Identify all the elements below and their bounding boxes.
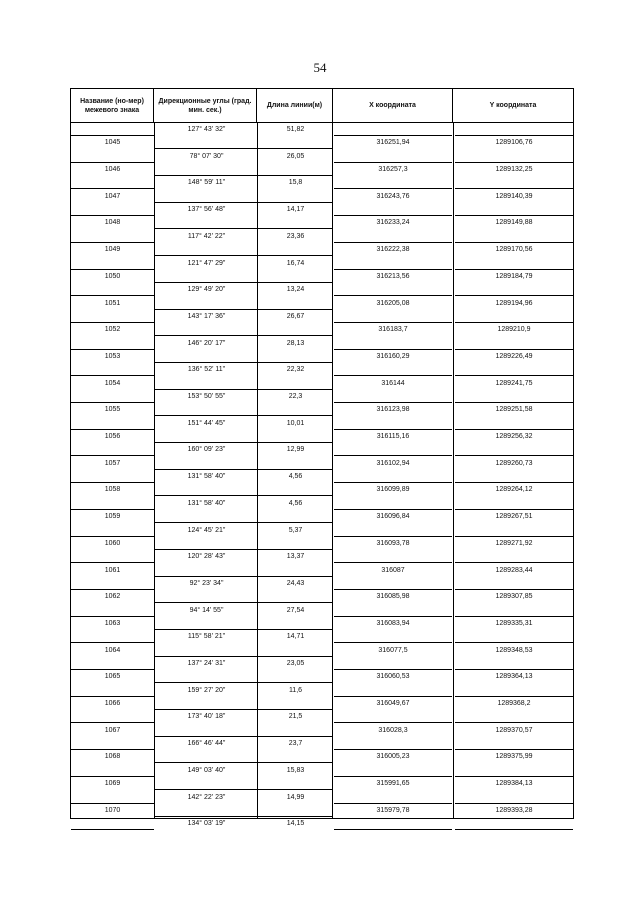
point-name-cell: 1052 bbox=[104, 326, 121, 334]
point-name-cell: 1060 bbox=[104, 539, 121, 547]
x-coordinate-cell: 316102,94 bbox=[376, 459, 410, 467]
point-row bbox=[71, 430, 573, 443]
point-name-cell: 1046 bbox=[104, 166, 121, 174]
directional-angle-cell: 94° 14' 55" bbox=[189, 606, 224, 614]
line-length-cell: 11,6 bbox=[288, 686, 303, 694]
segment-row bbox=[71, 550, 573, 563]
segment-row bbox=[71, 337, 573, 350]
directional-angle-cell: 131° 58' 40" bbox=[187, 499, 226, 507]
line-length-cell: 23,05 bbox=[286, 660, 305, 667]
line-length-cell: 4,56 bbox=[288, 499, 303, 507]
segment-row bbox=[71, 176, 573, 189]
point-name-cell: 1063 bbox=[104, 619, 121, 627]
segment-row bbox=[71, 443, 573, 456]
segment-row bbox=[71, 310, 573, 323]
header-line-length: Длина линии(м) bbox=[257, 89, 333, 122]
point-row bbox=[71, 670, 573, 683]
line-length-cell: 16,74 bbox=[286, 259, 305, 267]
segment-row bbox=[71, 524, 573, 537]
y-coordinate-cell: 1289348,53 bbox=[495, 646, 533, 654]
directional-angle-cell: 127° 43' 32" bbox=[187, 126, 226, 133]
directional-angle-cell: 137° 56' 48" bbox=[187, 206, 226, 214]
directional-angle-cell: 149° 03' 40" bbox=[187, 766, 226, 774]
line-length-cell: 26,05 bbox=[286, 152, 305, 160]
directional-angle-cell: 134° 03' 19" bbox=[187, 820, 226, 828]
x-coordinate-cell: 316087 bbox=[381, 566, 405, 574]
line-length-cell: 14,71 bbox=[286, 633, 305, 641]
point-name-cell: 1045 bbox=[104, 139, 121, 147]
point-name-cell: 1054 bbox=[104, 379, 121, 387]
segment-row bbox=[71, 390, 573, 403]
line-length-cell: 22,32 bbox=[286, 366, 305, 374]
point-row bbox=[71, 297, 573, 310]
line-length-cell: 15,83 bbox=[286, 766, 305, 774]
point-row bbox=[71, 590, 573, 603]
header-y-coordinate: Y координата bbox=[489, 102, 537, 109]
directional-angle-cell: 136° 52' 11" bbox=[187, 366, 226, 374]
y-coordinate-cell: 1289194,96 bbox=[495, 299, 533, 307]
point-row bbox=[71, 163, 573, 176]
segment-row bbox=[71, 283, 573, 296]
y-coordinate-cell: 1289271,92 bbox=[495, 539, 533, 547]
x-coordinate-cell: 316096,84 bbox=[376, 513, 410, 521]
directional-angle-cell: 129° 49' 20" bbox=[187, 286, 226, 294]
y-coordinate-cell: 1289384,13 bbox=[495, 780, 533, 788]
y-coordinate-cell: 1289307,85 bbox=[495, 593, 533, 601]
point-name-cell: 1047 bbox=[104, 192, 121, 200]
segment-row bbox=[71, 791, 573, 804]
directional-angle-cell: 143° 17' 36" bbox=[187, 312, 226, 320]
point-name-cell: 1053 bbox=[104, 352, 121, 360]
point-row bbox=[71, 136, 573, 149]
segment-row bbox=[71, 363, 573, 376]
y-coordinate-cell: 1289241,75 bbox=[495, 379, 533, 387]
table-header bbox=[71, 89, 573, 123]
y-coordinate-cell: 1289132,25 bbox=[495, 166, 533, 174]
point-row bbox=[71, 270, 573, 283]
line-length-cell: 26,67 bbox=[286, 312, 305, 320]
point-row bbox=[71, 750, 573, 763]
point-name-cell: 1051 bbox=[104, 299, 121, 307]
directional-angle-cell: 160° 09' 23" bbox=[187, 446, 226, 454]
point-name-cell: 1057 bbox=[104, 459, 121, 467]
x-coordinate-cell: 316083,94 bbox=[376, 619, 410, 627]
directional-angle-cell: 142° 22' 23" bbox=[187, 793, 226, 801]
y-coordinate-cell: 1289140,39 bbox=[495, 192, 533, 200]
point-row bbox=[71, 537, 573, 550]
directional-angle-cell: 153° 50' 55" bbox=[187, 393, 226, 400]
x-coordinate-cell: 316257,3 bbox=[378, 166, 408, 174]
directional-angle-cell: 151° 44' 45" bbox=[187, 419, 226, 427]
x-coordinate-cell: 316160,29 bbox=[376, 352, 410, 360]
y-coordinate-cell: 1289335,31 bbox=[495, 619, 533, 627]
line-length-cell: 27,54 bbox=[286, 606, 305, 614]
header-point-name: Название (но-мер) межевого знака bbox=[71, 89, 154, 122]
point-name-cell: 1048 bbox=[104, 219, 121, 227]
x-coordinate-cell: 316028,3 bbox=[378, 726, 408, 734]
segment-row bbox=[71, 710, 573, 723]
segment-row bbox=[71, 764, 573, 777]
point-row bbox=[71, 697, 573, 710]
cell-underline bbox=[71, 829, 154, 830]
point-row bbox=[71, 190, 573, 203]
directional-angle-cell: 117° 42' 22" bbox=[187, 232, 226, 240]
segment-row bbox=[71, 604, 573, 617]
point-name-cell: 1065 bbox=[104, 673, 121, 681]
point-name-cell: 1068 bbox=[104, 753, 121, 761]
line-length-cell: 28,13 bbox=[286, 339, 305, 347]
point-row bbox=[71, 804, 573, 817]
x-coordinate-cell: 316144 bbox=[381, 379, 405, 387]
y-coordinate-cell: 1289184,79 bbox=[495, 272, 533, 280]
directional-angle-cell: 148° 59' 11" bbox=[187, 179, 226, 187]
point-row bbox=[71, 457, 573, 470]
x-coordinate-cell: 316049,67 bbox=[376, 700, 410, 708]
segment-row bbox=[71, 123, 573, 136]
line-length-cell: 13,37 bbox=[286, 553, 305, 561]
point-name-cell: 1061 bbox=[104, 566, 121, 574]
y-coordinate-cell: 1289226,49 bbox=[495, 352, 533, 360]
line-length-cell: 22,3 bbox=[288, 393, 303, 400]
y-coordinate-cell: 1289370,57 bbox=[495, 726, 533, 734]
x-coordinate-cell: 316243,76 bbox=[376, 192, 410, 200]
x-coordinate-cell: 316093,78 bbox=[376, 539, 410, 547]
line-length-cell: 23,36 bbox=[286, 232, 305, 240]
point-row bbox=[71, 216, 573, 229]
y-coordinate-cell: 1289364,13 bbox=[495, 673, 533, 681]
directional-angle-cell: 121° 47' 29" bbox=[187, 259, 226, 267]
point-name-cell: 1049 bbox=[104, 246, 121, 254]
point-row bbox=[71, 564, 573, 577]
point-row bbox=[71, 644, 573, 657]
point-row bbox=[71, 724, 573, 737]
line-length-cell: 51,82 bbox=[286, 126, 305, 133]
line-length-cell: 24,43 bbox=[286, 579, 305, 587]
y-coordinate-cell: 1289210,9 bbox=[497, 326, 531, 334]
point-name-cell: 1067 bbox=[104, 726, 121, 734]
line-length-cell: 14,17 bbox=[286, 206, 305, 214]
y-coordinate-cell: 1289375,99 bbox=[495, 753, 533, 761]
x-coordinate-cell: 316205,08 bbox=[376, 299, 410, 307]
directional-angle-cell: 115° 58' 21" bbox=[187, 633, 226, 641]
page-number: 54 bbox=[313, 60, 327, 75]
header-x-coordinate: X координата bbox=[333, 89, 453, 122]
point-row bbox=[71, 777, 573, 790]
x-coordinate-cell: 315979,78 bbox=[376, 806, 410, 814]
point-row bbox=[71, 617, 573, 630]
x-coordinate-cell: 316077,5 bbox=[378, 646, 408, 654]
line-length-cell: 10,01 bbox=[286, 419, 305, 427]
segment-row bbox=[71, 630, 573, 643]
x-coordinate-cell: 316183,7 bbox=[378, 326, 408, 334]
y-coordinate-cell: 1289368,2 bbox=[497, 700, 531, 708]
directional-angle-cell: 131° 58' 40" bbox=[187, 473, 226, 481]
directional-angle-cell: 159° 27' 20" bbox=[187, 686, 226, 694]
x-coordinate-cell: 315991,65 bbox=[376, 780, 410, 788]
segment-row bbox=[71, 497, 573, 510]
y-coordinate-cell: 1289170,56 bbox=[495, 246, 533, 254]
line-length-cell: 5,37 bbox=[288, 526, 303, 534]
y-coordinate-cell: 1289251,58 bbox=[495, 406, 533, 414]
boundary-coordinates-table bbox=[70, 88, 574, 828]
x-coordinate-cell: 316123,98 bbox=[376, 406, 410, 414]
cell-underline bbox=[334, 829, 452, 830]
x-coordinate-cell: 316005,23 bbox=[376, 753, 410, 761]
x-coordinate-cell: 316233,24 bbox=[376, 219, 410, 227]
header-directional-angles: Дирекционные углы (град. мин. сек.) bbox=[154, 89, 257, 122]
point-name-cell: 1058 bbox=[104, 486, 121, 494]
segment-row bbox=[71, 203, 573, 216]
y-coordinate-cell: 1289283,44 bbox=[495, 566, 533, 574]
point-name-cell: 1064 bbox=[104, 646, 121, 654]
line-length-cell: 14,99 bbox=[286, 793, 305, 801]
x-coordinate-cell: 316115,16 bbox=[376, 433, 410, 441]
point-row bbox=[71, 377, 573, 390]
x-coordinate-cell: 316085,98 bbox=[376, 593, 410, 601]
segment-row bbox=[71, 230, 573, 243]
x-coordinate-cell: 316213,56 bbox=[376, 272, 410, 280]
table-body bbox=[71, 123, 573, 828]
segment-row bbox=[71, 577, 573, 590]
x-coordinate-cell: 316099,89 bbox=[376, 486, 410, 494]
y-coordinate-cell: 1289393,28 bbox=[495, 806, 533, 814]
segment-row bbox=[71, 657, 573, 670]
segment-row bbox=[71, 257, 573, 270]
line-length-cell: 21,5 bbox=[288, 713, 303, 721]
y-coordinate-cell: 1289106,76 bbox=[495, 139, 533, 147]
point-name-cell: 1050 bbox=[104, 272, 121, 280]
point-row bbox=[71, 510, 573, 523]
directional-angle-cell: 78° 07' 30" bbox=[189, 152, 224, 160]
y-coordinate-cell: 1289256,32 bbox=[495, 433, 533, 441]
line-length-cell: 13,24 bbox=[286, 286, 305, 294]
point-name-cell: 1062 bbox=[104, 593, 121, 601]
line-length-cell: 15,8 bbox=[288, 179, 303, 187]
point-name-cell: 1059 bbox=[104, 513, 121, 521]
line-length-cell: 12,99 bbox=[286, 446, 305, 454]
segment-row bbox=[71, 817, 573, 830]
y-coordinate-cell: 1289267,51 bbox=[495, 513, 533, 521]
point-row bbox=[71, 403, 573, 416]
segment-row bbox=[71, 470, 573, 483]
point-row bbox=[71, 350, 573, 363]
point-name-cell: 1056 bbox=[104, 433, 121, 441]
point-name-cell: 1069 bbox=[104, 780, 121, 788]
segment-row bbox=[71, 737, 573, 750]
point-name-cell: 1055 bbox=[104, 406, 121, 414]
directional-angle-cell: 92° 23' 34" bbox=[189, 579, 224, 587]
segment-row bbox=[71, 417, 573, 430]
x-coordinate-cell: 316251,94 bbox=[376, 139, 410, 147]
y-coordinate-cell: 1289264,12 bbox=[495, 486, 533, 494]
point-row bbox=[71, 483, 573, 496]
y-coordinate-cell: 1289149,88 bbox=[495, 219, 533, 227]
point-row bbox=[71, 243, 573, 256]
point-row bbox=[71, 323, 573, 336]
point-name-cell: 1070 bbox=[104, 806, 121, 814]
line-length-cell: 4,56 bbox=[288, 473, 303, 481]
x-coordinate-cell: 316060,53 bbox=[376, 673, 410, 681]
directional-angle-cell: 173° 40' 18" bbox=[187, 713, 226, 721]
segment-row bbox=[71, 150, 573, 163]
y-coordinate-cell: 1289260,73 bbox=[495, 459, 533, 467]
directional-angle-cell: 124° 45' 21" bbox=[187, 526, 226, 534]
point-name-cell: 1066 bbox=[104, 700, 121, 708]
line-length-cell: 23,7 bbox=[288, 740, 303, 748]
x-coordinate-cell: 316222,38 bbox=[376, 246, 410, 254]
directional-angle-cell: 146° 20' 17" bbox=[187, 339, 226, 347]
line-length-cell: 14,15 bbox=[286, 820, 305, 828]
segment-row bbox=[71, 684, 573, 697]
directional-angle-cell: 137° 24' 31" bbox=[187, 660, 226, 667]
directional-angle-cell: 120° 28' 43" bbox=[187, 553, 226, 561]
directional-angle-cell: 166° 46' 44" bbox=[187, 740, 226, 748]
cell-underline bbox=[455, 829, 573, 830]
